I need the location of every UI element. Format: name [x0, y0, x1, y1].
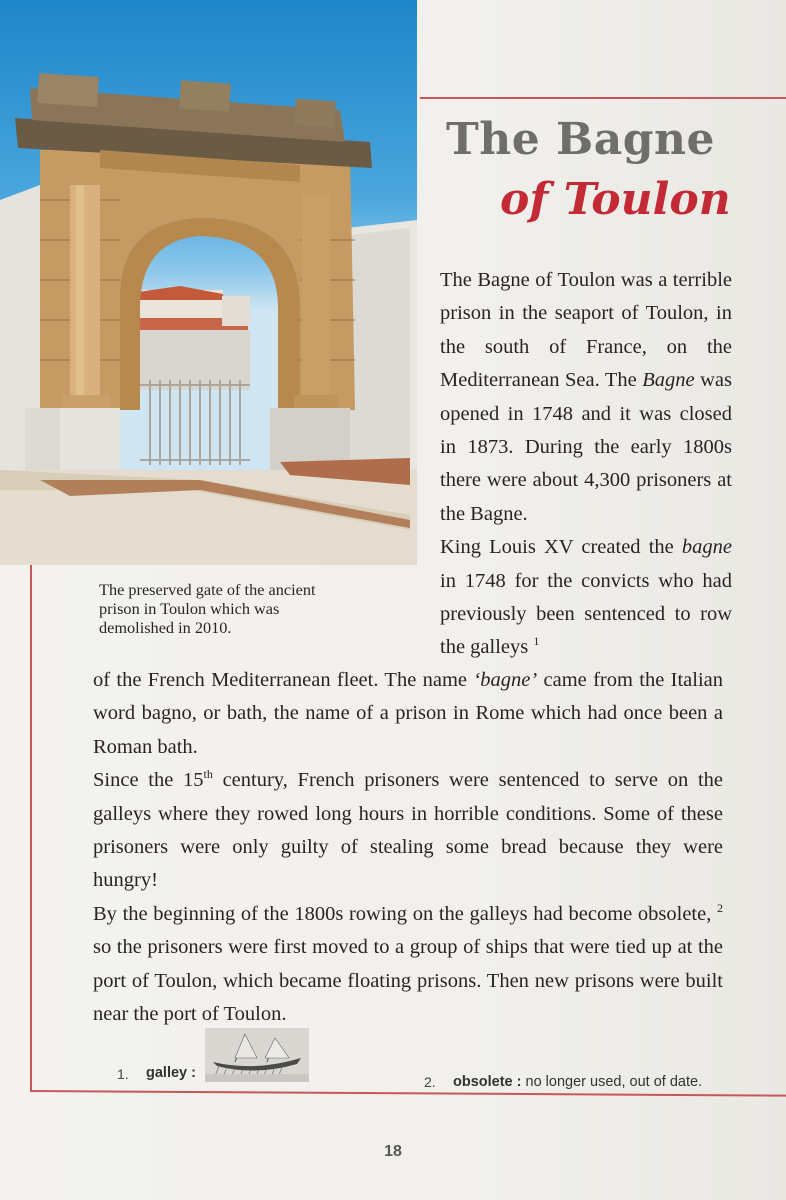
photo-caption — [99, 580, 399, 637]
right-column-text — [440, 264, 732, 665]
paragraph-1: The Bagne of Toulon was a terrible prison in the seaport of Toulon, in the south of France, on the Mediterranean Sea. The Bagne was opened in 1748 and it was closed in 1873. During the early 1800s there were about 4,300 prisoners at the Bagne. — [440, 269, 732, 525]
page-number: 18 — [384, 1143, 402, 1160]
galley-ship-icon — [205, 1028, 309, 1082]
footnote-2-number: 2. — [424, 1074, 436, 1090]
frame-line-bottom — [30, 1090, 786, 1097]
paragraph-4: By the beginning of the 1800s rowing on the galleys had become obsolete, $^2$ so the prisoners were first moved to a group of ships that were tied up at the port of Toulon, which became floating prisons. Then new prisons were built near the port of Toulon. — [93, 900, 724, 1026]
footnote-1-term: galley : — [146, 1065, 196, 1081]
title-line-1: The Bagne — [446, 114, 715, 165]
gate-photo — [0, 0, 417, 565]
paragraph-2-continued: of the French Mediterranean fleet. The name ‘bagne’ came from the Italian word bagno, or bath, the name of a prison in Rome which had once been a Roman bath. — [93, 669, 724, 758]
footnote-ref-1: 1 — [533, 634, 540, 649]
paragraph-2: King Louis XV created the bagne in 1748 for the convicts who had previously been sentenced to row the galleys $^1$ — [440, 536, 732, 659]
galley-ship-image — [205, 1028, 309, 1082]
caption-line-2: prison in Toulon which was — [99, 599, 280, 618]
frame-line-top — [420, 97, 786, 99]
italic-bagne-lower: bagne — [681, 536, 732, 559]
footnote-2-definition: no longer used, out of date. — [525, 1074, 703, 1090]
italic-bagne: Bagne — [642, 369, 695, 392]
title-line-2: of Toulon — [500, 174, 731, 225]
caption-line-3: demolished in 2010. — [99, 618, 232, 637]
paragraph-3: Since the 15th century, French prisoners were sentenced to serve on the galleys where they rowed long hours in horrible conditions. Some of these prisoners were only guilty of stealing some bread because they were hungry! — [93, 767, 724, 892]
gate-illustration — [0, 0, 417, 565]
frame-line-left — [30, 565, 32, 1092]
caption-line-1: The preserved gate of the ancient — [99, 580, 316, 599]
body-text — [93, 664, 723, 1031]
footnote-ref-2: 2 — [717, 900, 724, 915]
footnote-2-term: obsolete : — [453, 1074, 522, 1090]
italic-bagne-quoted: ‘bagne’ — [473, 669, 538, 691]
footnote-2 — [453, 1074, 702, 1090]
footnote-1-number: 1. — [117, 1066, 129, 1082]
